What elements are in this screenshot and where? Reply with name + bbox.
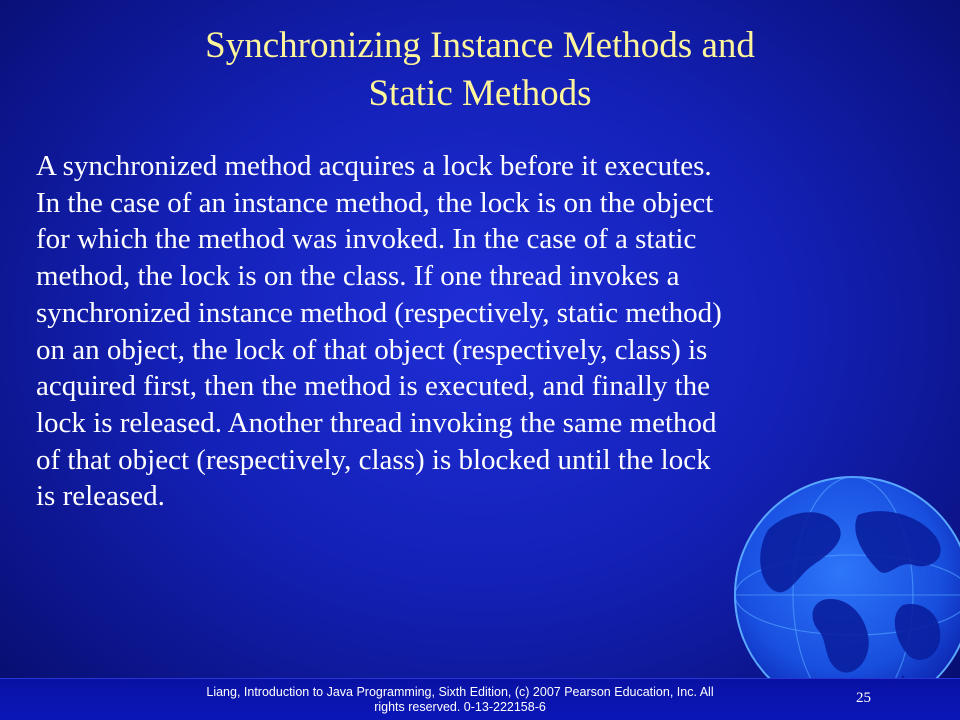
body-line: method, the lock is on the class. If one thread invokes a — [36, 260, 680, 293]
slide-body — [36, 148, 916, 515]
body-line: acquired first, then the method is executed, and finally the — [36, 370, 711, 403]
body-line: synchronized instance method (respectively, static method) — [36, 296, 722, 329]
footer-line: rights reserved. 0-13-222158-6 — [374, 700, 546, 714]
body-line: on an object, the lock of that object (respectively, class) is — [36, 333, 708, 366]
body-line: A synchronized method acquires a lock before it executes. — [36, 150, 712, 182]
page-number: 25 — [856, 690, 871, 706]
slide-title-line: Static Methods — [368, 73, 592, 114]
body-line: lock is released. Another thread invoking the same method — [36, 406, 717, 439]
body-line: for which the method was invoked. In the case of a static — [36, 223, 697, 256]
body-line: of that object (respectively, class) is blocked until the lock — [36, 443, 711, 476]
footer-line: Liang, Introduction to Java Programming, Sixth Edition, (c) 2007 Pearson Education, Inc. All — [206, 685, 714, 699]
footer-copyright — [150, 685, 770, 715]
body-line: In the case of an instance method, the lock is on the object — [36, 186, 714, 219]
slide-title — [0, 22, 960, 118]
body-line: is released. — [36, 480, 165, 513]
slide-title-line: Synchronizing Instance Methods and — [205, 25, 755, 66]
